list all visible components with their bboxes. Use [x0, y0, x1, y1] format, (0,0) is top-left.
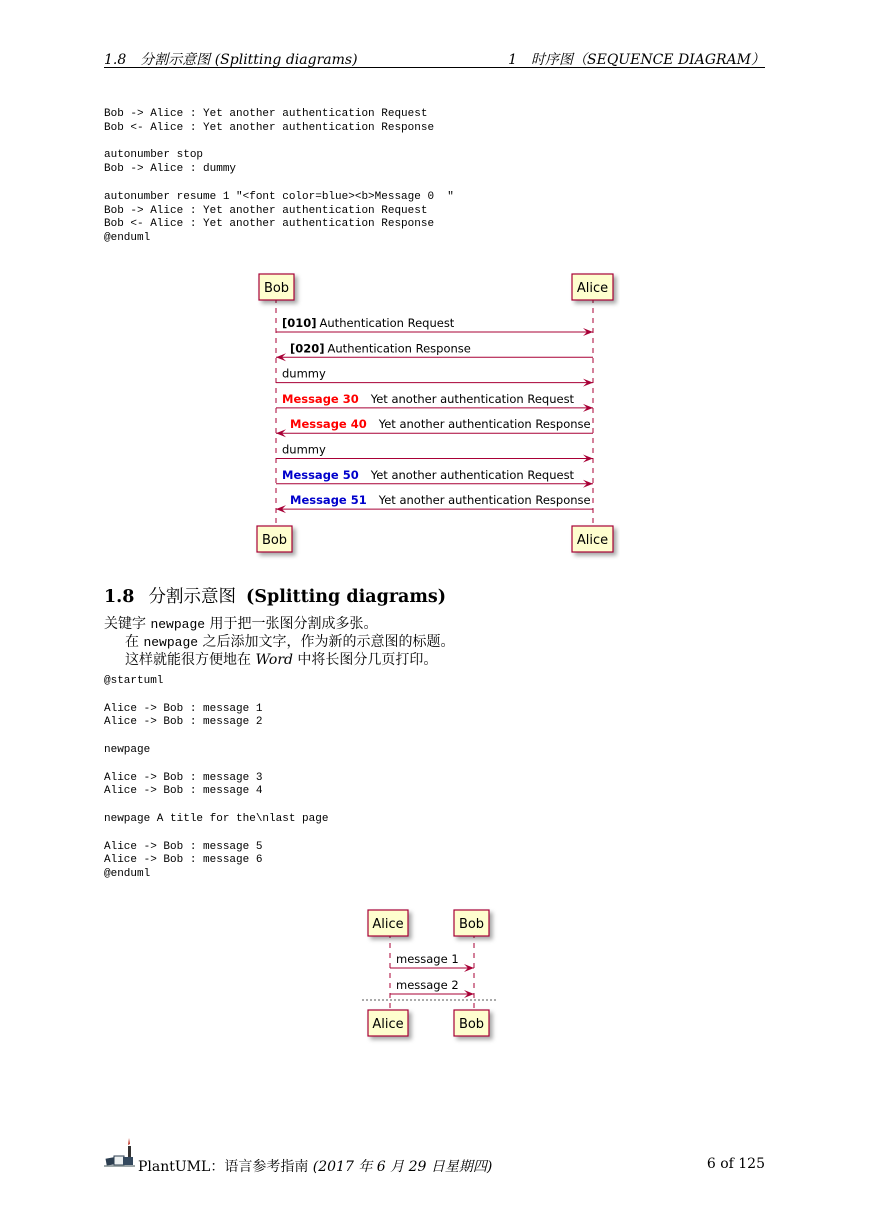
message-text: Authentication Response [327, 341, 471, 356]
message-number: [010] [282, 316, 317, 330]
message-label [290, 493, 591, 507]
message-label [282, 468, 575, 482]
message [276, 443, 593, 463]
message-label: message 1 [396, 952, 459, 966]
section-heading [104, 583, 446, 608]
message-text: Yet another authentication Request [370, 467, 575, 482]
message-text: Authentication Request [319, 316, 455, 330]
message-label [282, 367, 326, 381]
participant-alice-bottom [368, 1010, 408, 1036]
text: 之后添加文字，作为新的示意图的标题。 [198, 634, 455, 650]
code-line: newpage A title for the\nlast page [104, 812, 329, 825]
code-line: Alice -> Bob : message 6 [104, 854, 263, 867]
code-line: Bob <- Alice : Yet another authentication Response [104, 121, 435, 134]
message-label [282, 392, 575, 406]
code-line: autonumber stop [104, 149, 204, 162]
participant-label: Alice [372, 1017, 404, 1032]
participant-bob-bottom [454, 1010, 489, 1036]
footer-text [138, 1156, 492, 1176]
participant-bob-top [454, 910, 489, 936]
message-number: Message 50 [282, 467, 359, 482]
participant-label: Bob [458, 1017, 485, 1032]
page-footer [104, 1154, 765, 1174]
message-number: Message 40 [290, 417, 367, 432]
page-header [104, 47, 765, 68]
code-line: @enduml [104, 868, 151, 881]
message-label [282, 443, 326, 457]
participant-label: Alice [372, 917, 404, 932]
message-number: Message 51 [290, 493, 367, 508]
code-line: autonumber resume 1 "<font color=blue><b>Message 0 " [104, 190, 454, 203]
message [276, 316, 593, 336]
text: 用于把一张图分割成多张。 [205, 616, 378, 632]
participant-bob-bottom [257, 526, 292, 552]
footer-date: (2017 年 6 月 29 日星期四) [312, 1159, 493, 1175]
participant-label: Alice [576, 533, 609, 548]
code-line: @enduml [104, 232, 151, 245]
message [276, 341, 593, 361]
participant-label: Alice [576, 281, 609, 296]
message-number: Message 30 [282, 391, 359, 406]
code-line: Alice -> Bob : message 3 [104, 771, 263, 784]
participant-label: Bob [458, 917, 485, 932]
participant-alice-top [368, 910, 408, 936]
code-line: Bob <- Alice : Yet another authentication Response [104, 218, 435, 231]
message [276, 417, 593, 437]
text-word: Word [255, 652, 293, 668]
code-line: Alice -> Bob : message 5 [104, 840, 263, 853]
participant-bob-top [259, 274, 294, 300]
message [390, 978, 474, 998]
participant-label: Bob [261, 533, 288, 548]
text: 这样就能很方便地在 [125, 652, 256, 668]
footer-doc-title: ：语言参考指南 [210, 1159, 313, 1175]
message [276, 468, 593, 488]
message [276, 493, 593, 513]
paragraph-line-2 [125, 631, 455, 651]
message-text: dummy [282, 366, 326, 381]
text: 关键字 [104, 616, 151, 632]
page-number: 6 of 125 [706, 1156, 765, 1172]
section-number: 1.8 [104, 587, 135, 607]
code-line: newpage [104, 743, 151, 756]
message [276, 367, 593, 387]
message-label: message 2 [396, 978, 459, 992]
message-text: Yet another authentication Request [370, 391, 575, 406]
participant-label: Bob [263, 281, 290, 296]
code-line: Alice -> Bob : message 1 [104, 702, 263, 715]
participant-alice-top [572, 274, 613, 300]
participant-alice-bottom [572, 526, 613, 552]
message-text: Yet another authentication Response [378, 417, 591, 432]
message-label [282, 316, 455, 330]
code-line: Bob -> Alice : Yet another authentication Request [104, 204, 428, 217]
plantuml-logo-icon [104, 1136, 136, 1170]
sequence-diagram-newpage [358, 903, 508, 1045]
header-section-title: 1.8 分割示意图 (Splitting diagrams) [104, 52, 358, 68]
code-line: Alice -> Bob : message 2 [104, 716, 263, 729]
code-line: Alice -> Bob : message 4 [104, 785, 263, 798]
code-block-autonumber [104, 108, 454, 246]
keyword-newpage: newpage [143, 635, 199, 650]
text: 在 [125, 634, 144, 650]
paragraph-line-3 [125, 649, 437, 669]
code-line: Bob -> Alice : Yet another authentication Request [104, 108, 428, 120]
message-number: [020] [290, 341, 325, 356]
message-text: Yet another authentication Response [378, 493, 591, 508]
keyword-newpage: newpage [150, 617, 206, 632]
message-label [290, 341, 471, 355]
section-title-cn: 分割示意图 [148, 587, 236, 607]
code-line: @startuml [104, 675, 164, 687]
message-label [290, 417, 591, 431]
message [390, 952, 474, 972]
footer-app-name: PlantUML [138, 1159, 211, 1175]
header-chapter-title: 1 时序图（SEQUENCE DIAGRAM） [508, 52, 765, 68]
message-text: dummy [282, 442, 326, 457]
text: 中将长图分几页打印。 [292, 652, 438, 668]
code-block-newpage [104, 675, 328, 882]
paragraph-line-1 [104, 613, 378, 633]
sequence-diagram-autonumber [250, 268, 620, 560]
section-title-en: (Splitting diagrams) [246, 587, 447, 607]
message [276, 392, 593, 412]
code-line: Bob -> Alice : dummy [104, 163, 237, 176]
